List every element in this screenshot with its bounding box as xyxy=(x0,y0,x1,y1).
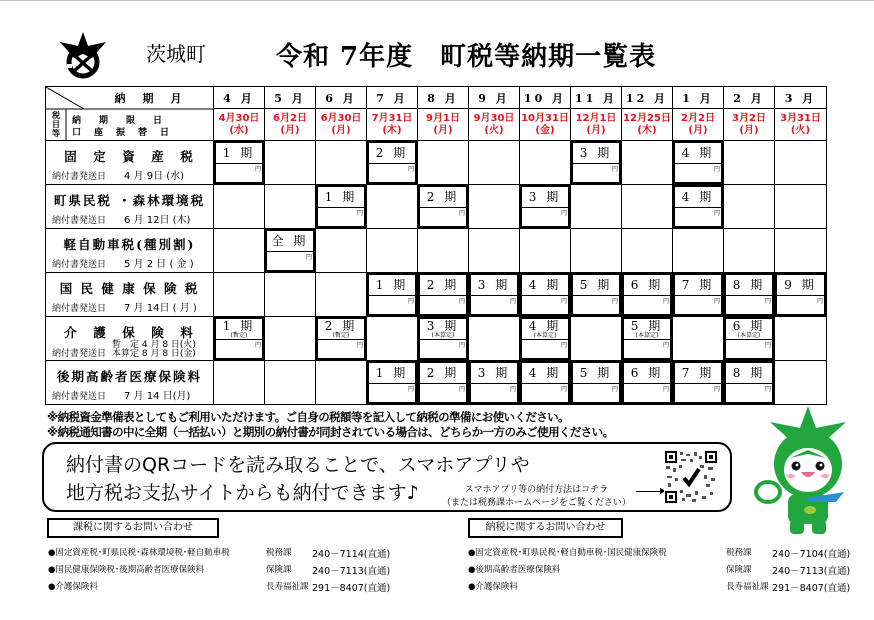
deadline-weekday: (月) xyxy=(739,124,759,136)
deadline-weekday: (火) xyxy=(484,124,504,136)
tax-name: 軽自動車税(種別割) xyxy=(63,237,196,252)
installment-label: 6 期 xyxy=(622,364,672,384)
ship-date-final: 本算定 8 月 8 日(金) xyxy=(112,349,196,359)
tax-row xyxy=(46,273,827,317)
empty-cell xyxy=(316,141,367,185)
contact-row xyxy=(468,563,851,577)
contact-row xyxy=(468,546,851,560)
deadline-label: 納 期 限 日 xyxy=(72,116,163,126)
installment-note: (暫定) xyxy=(332,332,350,339)
note-2: ※納税通知書の中に全期（一括払い）と期別の納付書が同封されている場合は、どちらか一方のみご使用ください。 xyxy=(47,425,614,439)
yen-unit: 円 xyxy=(764,342,771,349)
deadline-date: 6月2日 xyxy=(273,112,307,124)
payment-cell[interactable] xyxy=(724,361,775,405)
installment-label: 1 期 xyxy=(214,144,264,164)
empty-cell xyxy=(775,185,827,229)
deadline-date: 12月25日 xyxy=(623,112,671,124)
payment-cell[interactable] xyxy=(469,361,520,405)
empty-cell xyxy=(622,229,673,273)
deadline-date-10 xyxy=(673,109,724,141)
empty-cell xyxy=(265,185,316,229)
empty-cell xyxy=(775,229,827,273)
installment-note: (本算定) xyxy=(737,332,761,339)
deadline-date-9 xyxy=(622,109,673,141)
month-header-11: 2 月 xyxy=(724,87,775,109)
yen-unit: 円 xyxy=(713,386,720,393)
deadline-date-11 xyxy=(724,109,775,141)
contact-subject: ●固定資産税･町県民税･軽自動車税･国民健康保険税 xyxy=(468,548,667,558)
payment-cell[interactable] xyxy=(724,273,775,317)
ship-date-value: 6 月 12日 (木) xyxy=(124,215,191,226)
yen-unit: 円 xyxy=(458,298,465,305)
yen-unit: 円 xyxy=(764,386,771,393)
contact-department: 税務課 xyxy=(266,548,292,558)
installment-label: 7 期 xyxy=(673,276,723,296)
tax-row xyxy=(46,361,827,405)
month-header-9: 12 月 xyxy=(622,87,673,109)
contact-department: 長寿福祉課 xyxy=(266,582,309,592)
contact-phone[interactable]: 240－7104(直通) xyxy=(772,549,851,560)
page-title: 令和 7年度 町税等納期一覧表 xyxy=(276,42,657,72)
deadline-date: 12月1日 xyxy=(575,112,617,124)
installment-label: 4 期 (本算定) xyxy=(520,320,570,340)
deadline-weekday: (水) xyxy=(229,124,249,136)
empty-cell xyxy=(469,141,520,185)
payment-cell[interactable] xyxy=(418,185,469,229)
payment-cell[interactable] xyxy=(571,273,622,317)
ship-label: 納付書発送日 xyxy=(52,216,107,226)
installment-label: 5 期 (本算定) xyxy=(622,320,672,340)
deadline-date: 9月1日 xyxy=(426,112,460,124)
installment-label: 5 期 xyxy=(571,364,621,384)
tax-assessment-contact-header: 課税に関するお問い合わせ xyxy=(47,518,219,538)
yen-unit: 円 xyxy=(356,210,363,217)
installment-label: 4 期 xyxy=(673,188,723,208)
payment-cell[interactable] xyxy=(418,273,469,317)
installment-note: (本算定) xyxy=(431,332,455,339)
yen-unit: 円 xyxy=(305,254,312,261)
ship-date xyxy=(52,255,194,270)
deadline-date: 6月30日 xyxy=(320,112,362,124)
payment-cell[interactable] xyxy=(775,273,827,317)
yen-unit: 円 xyxy=(458,386,465,393)
deadline-weekday: (月) xyxy=(280,124,300,136)
installment-note: (暫定) xyxy=(230,332,248,339)
contact-subject: ●介護保険料 xyxy=(48,582,98,592)
installment-note: (本算定) xyxy=(533,332,557,339)
empty-cell xyxy=(316,229,367,273)
deadline-date: 2月2日 xyxy=(681,112,715,124)
page-top-border xyxy=(0,0,874,1)
yen-unit: 円 xyxy=(611,386,618,393)
payment-cell[interactable] xyxy=(316,185,367,229)
yen-unit: 円 xyxy=(560,342,567,349)
installment-label: 3 期 xyxy=(520,188,570,208)
installment-label: 4 期 xyxy=(520,364,570,384)
empty-cell xyxy=(418,229,469,273)
empty-cell xyxy=(265,317,316,361)
ship-date xyxy=(52,211,190,226)
deadline-date-4 xyxy=(367,109,418,141)
contact-department: 保険課 xyxy=(266,565,292,575)
empty-cell xyxy=(469,185,520,229)
payment-cell[interactable] xyxy=(367,361,418,405)
payment-cell[interactable] xyxy=(673,141,724,185)
empty-cell xyxy=(214,185,265,229)
contact-subject: ●後期高齢者医療保険料 xyxy=(468,565,561,575)
empty-cell xyxy=(214,361,265,405)
empty-cell xyxy=(724,229,775,273)
deadline-date-3 xyxy=(316,109,367,141)
deadline-date: 4月30日 xyxy=(218,112,260,124)
payment-cell[interactable] xyxy=(673,185,724,229)
yen-unit: 円 xyxy=(713,166,720,173)
deadline-weekday: (木) xyxy=(637,124,657,136)
month-header-4: 7 月 xyxy=(367,87,418,109)
deadline-date-12 xyxy=(775,109,827,141)
contact-row xyxy=(48,563,391,577)
tax-row xyxy=(46,185,827,229)
payment-cell[interactable] xyxy=(673,361,724,405)
yen-unit: 円 xyxy=(458,210,465,217)
installment-label: 9 期 xyxy=(775,276,826,296)
town-emblem-icon xyxy=(58,30,108,80)
installment-label: 全 期 xyxy=(265,232,315,252)
deadline-weekday: (木) xyxy=(382,124,402,136)
empty-cell xyxy=(622,141,673,185)
payment-cell[interactable] xyxy=(571,141,622,185)
contact-subject: ●介護保険料 xyxy=(468,582,518,592)
ship-date-value: 7 月 14 日(月) xyxy=(124,391,191,402)
installment-label: 6 期 xyxy=(622,276,672,296)
empty-cell xyxy=(367,317,418,361)
deadline-date: 7月31日 xyxy=(371,112,413,124)
yen-unit: 円 xyxy=(254,166,261,173)
payment-cell[interactable] xyxy=(367,141,418,185)
month-header-12: 3 月 xyxy=(775,87,827,109)
yen-unit: 円 xyxy=(509,298,516,305)
month-header-5: 8 月 xyxy=(418,87,469,109)
contact-row xyxy=(48,580,391,594)
installment-label: 2 期 (暫定) xyxy=(316,320,366,340)
payment-cell[interactable] xyxy=(673,273,724,317)
tax-payment-contact-header: 納税に関するお問い合わせ xyxy=(468,518,623,538)
payment-cell[interactable] xyxy=(316,317,367,361)
corner-header xyxy=(46,87,214,141)
qr-hint xyxy=(442,484,631,510)
yen-unit: 円 xyxy=(764,298,771,305)
qr-banner-line-2: 地方税お支払サイトからも納付できます♪ xyxy=(66,482,419,504)
town-name: 茨城町 xyxy=(146,42,206,66)
installment-label: 8 期 xyxy=(724,276,774,296)
ship-date-value: 4 月 9日 (水) xyxy=(124,171,185,182)
month-header-row xyxy=(46,87,827,109)
month-header-10: 1 月 xyxy=(673,87,724,109)
empty-cell xyxy=(673,317,724,361)
ship-label: 納付書発送日 xyxy=(52,172,107,182)
contact-row xyxy=(48,546,391,560)
empty-cell xyxy=(418,141,469,185)
empty-cell xyxy=(775,317,827,361)
contact-subject: ●国民健康保険税･後期高齢者医療保険料 xyxy=(48,565,205,575)
deadline-date-2 xyxy=(265,109,316,141)
month-header-6: 9 月 xyxy=(469,87,520,109)
installment-label: 4 期 xyxy=(673,144,723,164)
yen-unit: 円 xyxy=(713,210,720,217)
empty-cell xyxy=(571,185,622,229)
month-header-7: 10 月 xyxy=(520,87,571,109)
tax-name: 町県民税 ・森林環境税 xyxy=(53,193,206,208)
empty-cell xyxy=(520,229,571,273)
yen-unit: 円 xyxy=(254,342,261,349)
empty-cell xyxy=(367,229,418,273)
empty-cell xyxy=(724,141,775,185)
payment-cell[interactable] xyxy=(622,317,673,361)
installment-note: (本算定) xyxy=(635,332,659,339)
yen-unit: 円 xyxy=(560,298,567,305)
yen-unit: 円 xyxy=(662,342,669,349)
empty-cell xyxy=(571,317,622,361)
deadline-date-6 xyxy=(469,109,520,141)
deadline-date: 3月2日 xyxy=(732,112,766,124)
tax-row xyxy=(46,317,827,361)
empty-cell xyxy=(316,361,367,405)
payment-cell[interactable] xyxy=(520,273,571,317)
debit-date-label: 口 座 振 替 日 xyxy=(72,128,172,138)
yen-unit: 円 xyxy=(560,210,567,217)
payment-cell[interactable] xyxy=(622,273,673,317)
contact-phone[interactable]: 240－7114(直通) xyxy=(312,549,391,560)
installment-label: 1 期 xyxy=(316,188,366,208)
empty-cell xyxy=(265,273,316,317)
qr-payment-banner xyxy=(42,442,732,512)
installment-label: 2 期 xyxy=(418,364,468,384)
tax-name: 後期高齢者医療保険料 xyxy=(56,369,202,384)
month-header-8: 11 月 xyxy=(571,87,622,109)
ship-label: 納付書発送日 xyxy=(52,349,107,359)
town-mascot-icon xyxy=(748,406,866,536)
empty-cell xyxy=(622,185,673,229)
installment-label: 1 期 xyxy=(367,276,417,296)
contact-phone[interactable]: 291－8407(直通) xyxy=(772,583,851,594)
ship-date-provisional: 暫 定 4 月 8 日(火) xyxy=(112,340,196,350)
installment-label: 3 期 xyxy=(469,276,519,296)
payment-cell[interactable] xyxy=(367,273,418,317)
contact-row xyxy=(468,580,851,594)
month-header-3: 6 月 xyxy=(316,87,367,109)
deadline-weekday: (火) xyxy=(790,124,811,136)
tax-item-label: 税目等 xyxy=(52,110,60,138)
installment-label: 2 期 xyxy=(367,144,417,164)
deadline-date: 10月31日 xyxy=(521,112,569,124)
tax-label-cell xyxy=(46,141,214,185)
tax-label-cell xyxy=(46,229,214,273)
yen-unit: 円 xyxy=(611,166,618,173)
ship-label: 納付書発送日 xyxy=(52,260,107,270)
note-1: ※納税資金準備表としてもご利用いただけます。ご自身の税額等を記入して納税の準備にお使いください。 xyxy=(47,410,569,424)
empty-cell xyxy=(775,361,827,405)
month-header-2: 5 月 xyxy=(265,87,316,109)
contact-phone[interactable]: 240－7113(直通) xyxy=(312,566,391,577)
yen-unit: 円 xyxy=(407,166,414,173)
payment-cell[interactable] xyxy=(265,229,316,273)
ship-date-value: 5 月 2 日 ( 金 ) xyxy=(124,259,194,270)
empty-cell xyxy=(775,141,827,185)
empty-cell xyxy=(724,185,775,229)
arrow-right-icon xyxy=(636,491,664,492)
empty-cell xyxy=(214,229,265,273)
ship-label: 納付書発送日 xyxy=(52,304,107,314)
tax-label-cell xyxy=(46,273,214,317)
yen-unit: 円 xyxy=(662,386,669,393)
installment-label: 8 期 xyxy=(724,364,774,384)
empty-cell xyxy=(316,273,367,317)
payment-schedule-table xyxy=(45,86,827,405)
tax-label-cell xyxy=(46,185,214,229)
ship-date-value: 7 月 14日 ( 月 ) xyxy=(124,303,197,314)
empty-cell xyxy=(265,141,316,185)
yen-unit: 円 xyxy=(560,386,567,393)
contact-department: 保険課 xyxy=(726,565,752,575)
contact-phone[interactable]: 291－8407(直通) xyxy=(312,583,391,594)
installment-label: 2 期 xyxy=(418,276,468,296)
deadline-date: 9月30日 xyxy=(473,112,515,124)
tax-name: 国 民 健 康 保 険 税 xyxy=(59,281,200,296)
ship-label: 納付書発送日 xyxy=(52,392,107,402)
installment-label: 3 期 xyxy=(469,364,519,384)
contact-subject: ●固定資産税･町県民税･森林環境税･軽自動車税 xyxy=(48,548,230,558)
empty-cell xyxy=(469,229,520,273)
installment-label: 1 期 (暫定) xyxy=(214,320,264,340)
yen-unit: 円 xyxy=(713,298,720,305)
payment-cell[interactable] xyxy=(418,361,469,405)
tax-label-cell xyxy=(46,317,214,361)
yen-unit: 円 xyxy=(407,298,414,305)
installment-label: 6 期 (本算定) xyxy=(724,320,774,340)
yen-unit: 円 xyxy=(458,342,465,349)
payment-cell[interactable] xyxy=(214,317,265,361)
qr-hint-line-2: （または税務課ホームページをご覧ください） xyxy=(442,498,631,508)
tax-row xyxy=(46,229,827,273)
deadline-weekday: (月) xyxy=(433,124,453,136)
yen-unit: 円 xyxy=(611,298,618,305)
tax-name: 固 定 資 産 税 xyxy=(64,149,195,164)
ship-date xyxy=(52,341,196,359)
empty-cell xyxy=(214,273,265,317)
installment-label: 1 期 xyxy=(367,364,417,384)
payment-cell[interactable] xyxy=(622,361,673,405)
deadline-weekday: (金) xyxy=(535,124,555,136)
yen-unit: 円 xyxy=(356,342,363,349)
payment-cell[interactable] xyxy=(520,317,571,361)
installment-label: 3 期 (本算定) xyxy=(418,320,468,340)
empty-cell xyxy=(367,185,418,229)
installment-label: 5 期 xyxy=(571,276,621,296)
tax-label-cell xyxy=(46,361,214,405)
ship-date xyxy=(52,387,190,402)
yen-unit: 円 xyxy=(816,298,823,305)
payment-cell[interactable] xyxy=(214,141,265,185)
empty-cell xyxy=(520,141,571,185)
empty-cell xyxy=(673,229,724,273)
deadline-weekday: (月) xyxy=(688,124,708,136)
installment-label: 3 期 xyxy=(571,144,621,164)
empty-cell xyxy=(469,317,520,361)
contact-phone[interactable]: 240－7113(直通) xyxy=(772,566,851,577)
deadline-date-5 xyxy=(418,109,469,141)
month-header-1: 4 月 xyxy=(214,87,265,109)
period-month-label: 納 期 月 xyxy=(114,92,185,105)
payment-cell[interactable] xyxy=(418,317,469,361)
yen-unit: 円 xyxy=(509,386,516,393)
tax-row xyxy=(46,141,827,185)
deadline-date: 3月31日 xyxy=(780,112,821,124)
installment-label: 2 期 xyxy=(418,188,468,208)
yen-unit: 円 xyxy=(407,386,414,393)
deadline-weekday: (月) xyxy=(331,124,351,136)
qr-hint-line-1: スマホアプリ等の納付方法はコチラ xyxy=(464,485,609,495)
deadline-weekday: (月) xyxy=(586,124,606,136)
qr-code-icon[interactable] xyxy=(664,450,718,504)
empty-cell xyxy=(571,229,622,273)
ship-date xyxy=(52,299,197,314)
deadline-date-1 xyxy=(214,109,265,141)
ship-date xyxy=(52,167,184,182)
installment-label: 7 期 xyxy=(673,364,723,384)
payment-cell[interactable] xyxy=(469,273,520,317)
payment-cell[interactable] xyxy=(571,361,622,405)
qr-banner-line-1: 納付書のQRコードを読み取ることで、スマホアプリや xyxy=(66,454,530,476)
deadline-date-8 xyxy=(571,109,622,141)
installment-label: 4 期 xyxy=(520,276,570,296)
contact-department: 税務課 xyxy=(726,548,752,558)
contact-department: 長寿福祉課 xyxy=(726,582,769,592)
payment-cell[interactable] xyxy=(520,361,571,405)
tax-name: 介 護 保 険 料 xyxy=(64,325,195,340)
payment-cell[interactable] xyxy=(520,185,571,229)
yen-unit: 円 xyxy=(662,298,669,305)
empty-cell xyxy=(265,361,316,405)
payment-cell[interactable] xyxy=(724,317,775,361)
deadline-date-7 xyxy=(520,109,571,141)
